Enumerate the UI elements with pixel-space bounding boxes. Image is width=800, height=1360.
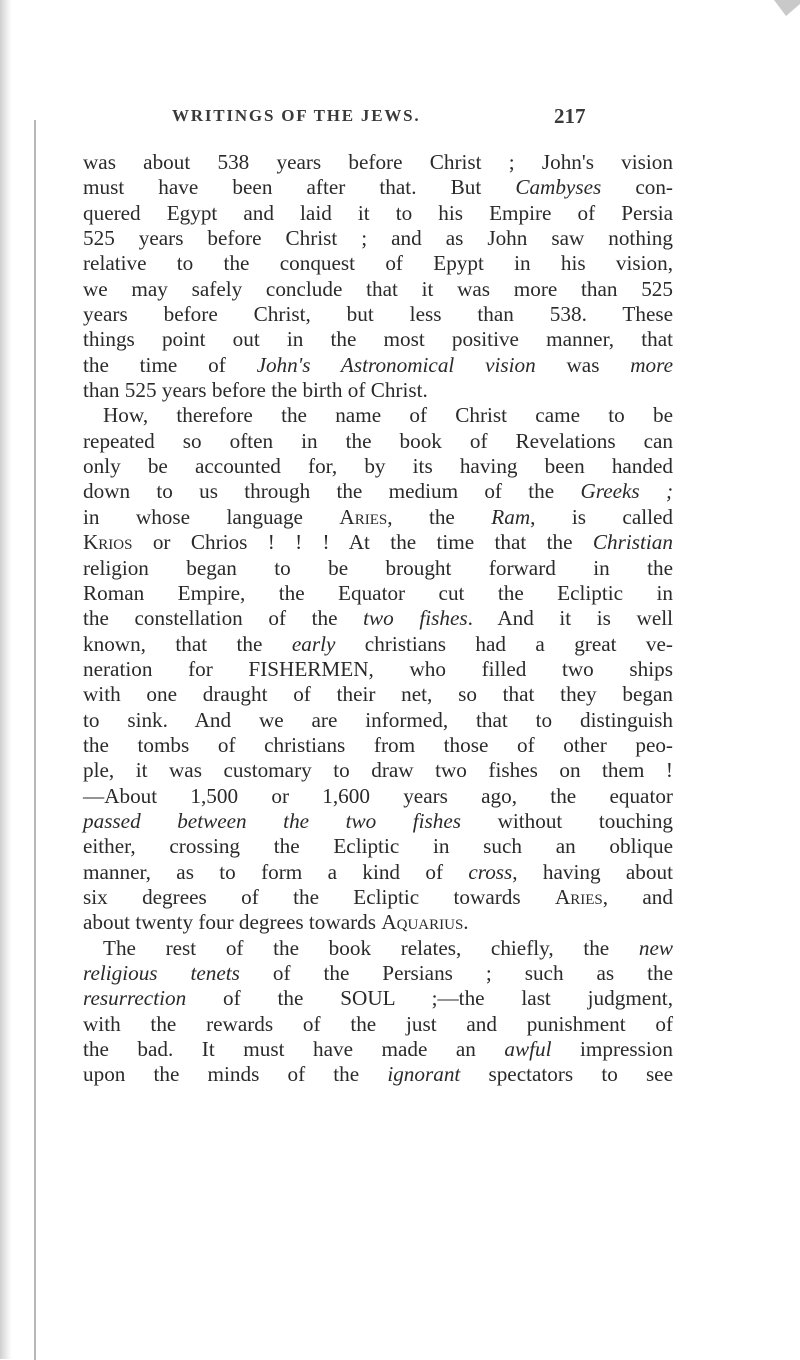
text-line: manner, as to form a kind of cross, having about bbox=[83, 859, 673, 884]
text-line: than 525 years before the birth of Christ. bbox=[83, 378, 428, 403]
text-line: things point out in the most positive manner, that bbox=[83, 327, 673, 352]
page-edge-shadow bbox=[0, 0, 12, 1359]
text-line: ple, it was customary to draw two fishes on them ! bbox=[83, 758, 673, 783]
text-line: relative to the conquest of Epypt in his vision, bbox=[83, 251, 673, 276]
text-line: repeated so often in the book of Revelations can bbox=[83, 428, 673, 453]
text-line: either, crossing the Ecliptic in such an oblique bbox=[83, 834, 673, 859]
text-line: the constellation of the two fishes. And it is well bbox=[83, 606, 674, 631]
text-line: 525 years before Christ ; and as John saw nothing bbox=[83, 226, 673, 251]
page-number: 217 bbox=[554, 104, 586, 128]
text-line: How, therefore the name of Christ came to be bbox=[103, 403, 673, 428]
text-line: upon the minds of the ignorant spectators to see bbox=[83, 1062, 673, 1087]
page-header bbox=[0, 104, 800, 134]
text-line: we may safely conclude that it was more than 525 bbox=[83, 276, 673, 301]
text-line: about twenty four degrees towards Aquarius. bbox=[83, 910, 469, 935]
running-head: WRITINGS OF THE JEWS. bbox=[172, 106, 421, 125]
page-corner-mark bbox=[760, 0, 800, 20]
text-line: in whose language Aries, the Ram, is called bbox=[83, 504, 674, 529]
text-line: religious tenets of the Persians ; such as the bbox=[83, 961, 673, 985]
text-line: only be accounted for, by its having been handed bbox=[83, 454, 673, 479]
text-line: resurrection of the SOUL ;—the last judgment, bbox=[83, 986, 673, 1011]
text-line: six degrees of the Ecliptic towards Aries, and bbox=[83, 884, 673, 909]
text-line: the time of John's Astronomical vision was more bbox=[83, 352, 674, 377]
text-line: down to us through the medium of the Greeks ; bbox=[83, 479, 673, 504]
text-line: passed between the two fishes without touching bbox=[83, 808, 674, 833]
text-line: must have been after that. But Cambyses con- bbox=[83, 175, 673, 200]
binding-gutter-line bbox=[34, 120, 36, 1360]
text-line: years before Christ, but less than 538. These bbox=[83, 302, 673, 327]
text-line: —About 1,500 or 1,600 years ago, the equator bbox=[83, 783, 673, 808]
text-line: with one draught of their net, so that they began bbox=[83, 682, 673, 707]
text-line: Krios or Chrios ! ! ! At the time that the Christian bbox=[83, 530, 673, 555]
text-line: known, that the early christians had a great ve- bbox=[83, 631, 673, 656]
text-line: was about 538 years before Christ ; John's vision bbox=[83, 150, 673, 174]
text-line: quered Egypt and laid it to his Empire of Persia bbox=[83, 200, 673, 225]
text-line: Roman Empire, the Equator cut the Ecliptic in bbox=[83, 580, 673, 605]
text-line: neration for FISHERMEN, who filled two ships bbox=[83, 656, 673, 681]
page-body-text bbox=[83, 150, 673, 1088]
text-line: religion began to be brought forward in the bbox=[83, 555, 673, 580]
text-line: to sink. And we are informed, that to distinguish bbox=[83, 707, 673, 732]
text-line: The rest of the book relates, chiefly, the new bbox=[103, 935, 673, 960]
text-line: with the rewards of the just and punishment of bbox=[83, 1011, 673, 1036]
text-line: the bad. It must have made an awful impression bbox=[83, 1037, 673, 1062]
text-line: the tombs of christians from those of other peo- bbox=[83, 732, 673, 757]
